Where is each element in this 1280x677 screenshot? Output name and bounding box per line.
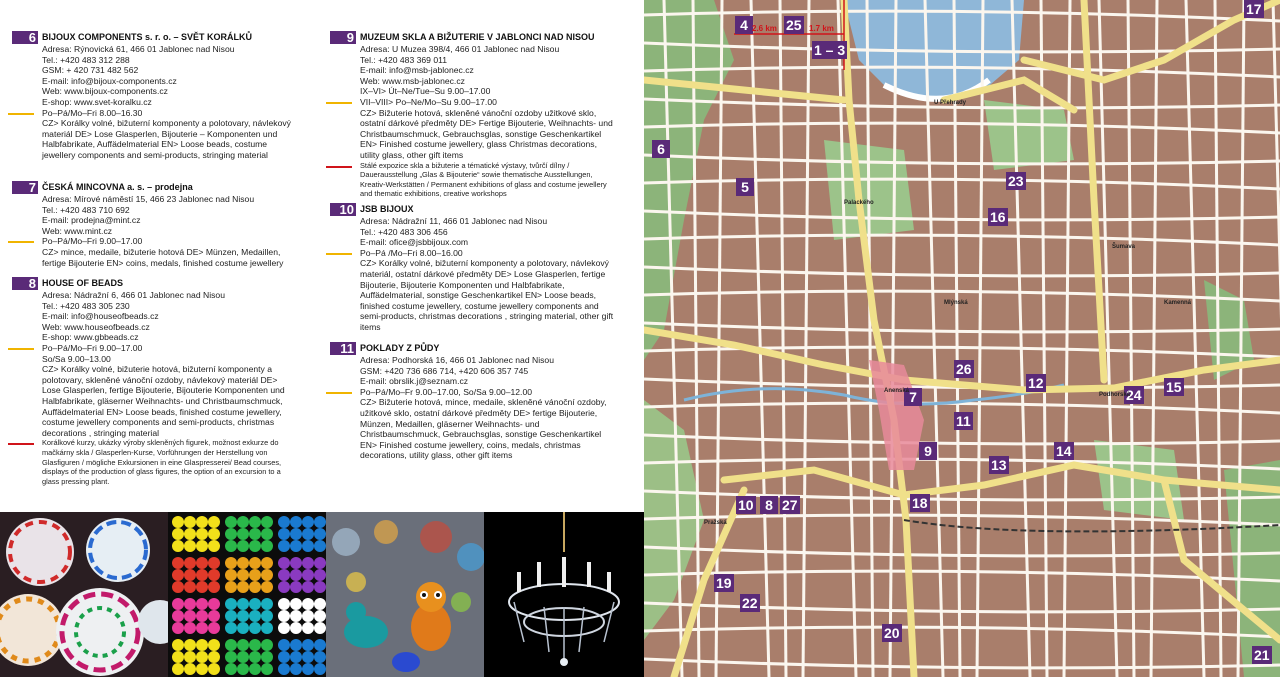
- map-marker[interactable]: 8: [760, 496, 778, 514]
- city-map[interactable]: [644, 0, 1280, 677]
- entry-description: CZ> Korálky volné, bižuterie hotová, bižuterní komponenty a polotovary, skleněné vánoční ozdoby, návlekový materiál DE> Lose Glasperlen, fertige Bijouterie, Bijouterie Komponenten und Halbfabrikate, gläserner Weihnachts- und Christbaumschmuck, Auffädelmaterial EN> Loose beads, finished costume jewellery, costume jewellery components and semi-products, christmas decorations , stringing material: [42, 364, 285, 438]
- entry-title: HOUSE OF BEADS: [42, 278, 124, 289]
- entry-contact-line: Tel.: +420 483 369 011: [360, 54, 448, 65]
- street-label: Kamenná: [1164, 300, 1192, 306]
- glass-marbles-image: [0, 512, 168, 677]
- entry-description: Korálkové kurzy, ukázky výroby skleněných figurek, možnost exkurze do mačkárny skla / Glasperlen-Kurse, Vorführungen der Herstellung von Glasfiguren / mögliche Exkursionen in eine Glaspresserei/ Bead courses, displays of the production of glass figures, the option of an excursion to a glass pressing plant.: [42, 438, 297, 486]
- distance-label: 1.7 km: [809, 24, 834, 33]
- entry-hours: Po–Pá /Mo–Fri 8.00–16.00: [360, 248, 618, 259]
- entry-number-badge: 6: [12, 31, 38, 44]
- entry-contact-line: Tel.: +420 483 306 456: [360, 226, 448, 237]
- entry-hours: Po–Pá/Mo–Fr 9.00–17.00, So/Sa 9.00–12.00: [360, 387, 618, 398]
- entry-contact-line: E-mail: prodejna@mint.cz: [42, 215, 141, 226]
- entry-contact-line: E-mail: obrslik.j@seznam.cz: [360, 376, 469, 387]
- shop-entry: [28, 276, 297, 486]
- shop-entry: [28, 180, 297, 268]
- map-marker[interactable]: 14: [1056, 443, 1072, 459]
- shop-entry: [340, 341, 618, 461]
- entry-description: Stálé expozice skla a bižuterie a tématické výstavy, tvůrčí dílny / Dauerausstellung „Glas & Bijouterie“ sowie thematische Ausstellungen, Kreativ-Werkstätten / Permanent exhibitions of glass and costume jewellery and thematic exhibitions, creative workshops: [360, 161, 618, 199]
- entry-hours: VII–VIII> Po–Ne/Mo–Su 9.00–17.00: [360, 97, 618, 108]
- entry-contact-line: Web: www.houseofbeads.cz: [42, 321, 150, 332]
- street-label: U Přehrady: [934, 100, 967, 106]
- entry-number-badge: 11: [330, 342, 356, 355]
- entry-contact-line: IX–VI> Út–Ne/Tue–Su 9.00–17.00: [360, 86, 491, 97]
- map-marker[interactable]: 13: [991, 457, 1007, 473]
- entry-contact-line: Adresa: Rýnovická 61, 466 01 Jablonec nad Nisou: [42, 44, 235, 54]
- street-label: Šumava: [1112, 244, 1136, 250]
- map-marker[interactable]: 12: [1028, 375, 1044, 391]
- entry-contact-line: Adresa: U Muzea 398/4, 466 01 Jablonec nad Nisou: [360, 44, 560, 54]
- map-marker[interactable]: 11: [956, 413, 971, 429]
- entry-contact-line: E-shop: www.gbbeads.cz: [42, 332, 139, 343]
- entry-contact-line: E-mail: ofice@jsbbijoux.com: [360, 237, 469, 248]
- entry-description: CZ> Korálky volné, bižuterní komponenty a polotovary, návlekový materiál DE> Lose Glasperlen, Bijouterie – Komponenten und Halbfabrikate, Auffädelmaterial EN> Loose beads, costume jewellery components and semi-products, stringing material: [42, 118, 291, 160]
- map-marker[interactable]: 19: [716, 575, 732, 591]
- map-marker[interactable]: 4: [735, 16, 753, 34]
- map-marker[interactable]: 9: [919, 442, 937, 460]
- map-marker[interactable]: 22: [742, 595, 758, 611]
- street-label: Anenská: [884, 388, 910, 394]
- photo-glass-figurines: [326, 512, 484, 677]
- photo-colorful-beads: [168, 512, 326, 677]
- map-marker[interactable]: 7: [904, 388, 922, 406]
- map-marker[interactable]: 15: [1166, 379, 1182, 395]
- shop-entry: [346, 30, 618, 199]
- entry-description: CZ> mince, medaile, bižuterie hotová DE> Münzen, Medaillen, fertige Bijouterie EN> coins, medals, finished costume jewellery: [42, 246, 284, 268]
- photo-glass-marbles: [0, 512, 168, 677]
- map-marker[interactable]: 21: [1254, 647, 1270, 663]
- street-label: Pražská: [704, 520, 727, 526]
- street-label: Palackého: [844, 200, 874, 206]
- map-marker[interactable]: 10: [738, 497, 754, 513]
- shop-entry: [339, 202, 618, 333]
- entry-contact-line: Adresa: Podhorská 16, 466 01 Jablonec nad Nisou: [360, 355, 554, 365]
- shop-entry: [28, 30, 292, 161]
- entry-contact-line: Adresa: Mírové náměstí 15, 466 23 Jablonec nad Nisou: [42, 194, 255, 204]
- entry-number-badge: 7: [12, 181, 38, 194]
- map-marker[interactable]: 16: [990, 209, 1006, 225]
- map-marker[interactable]: 17: [1246, 1, 1262, 17]
- entry-contact-line: Adresa: Nádražní 6, 466 01 Jablonec nad Nisou: [42, 290, 225, 300]
- map-marker[interactable]: 18: [912, 495, 928, 511]
- entry-contact-line: E-shop: www.svet-koralku.cz: [42, 96, 152, 107]
- glass-figurines-image: [326, 512, 484, 677]
- entry-title: BIJOUX COMPONENTS s. r. o. – SVĚT KORÁLKŮ: [42, 32, 253, 43]
- entry-contact-line: E-mail: info@msb-jablonec.cz: [360, 65, 474, 76]
- entry-title: MUZEUM SKLA A BIŽUTERIE V JABLONCI NAD NISOU: [360, 32, 595, 43]
- map-marker[interactable]: 6: [652, 140, 670, 158]
- map-marker[interactable]: 26: [956, 361, 972, 377]
- entry-contact-line: Web: www.msb-jablonec.cz: [360, 75, 465, 86]
- entry-number-badge: 10: [330, 203, 356, 216]
- entry-description: CZ> Bižuterie hotová, skleněné vánoční ozdoby užitkové sklo, ostatní dárkové předměty DE> Fertige Bijouterie, Weihnachts- und Christbaumschmuck, Gebrauchsglas, sonstige Geschenkartikel EN> Finished costume jewellery, glass Christmas decorations, utility glass, other gift items: [360, 107, 613, 160]
- entry-number-badge: 9: [330, 31, 356, 44]
- entry-description: CZ> Bižuterie hotová, mince, medaile, skleněné vánoční ozdoby, užitkové sklo, ostatní dárkové předměty DE> fertige Bijouterie, Münzen, Medaillen, gläserner Weihnachts- und Christbaumschmuck, Gebrauchsglas, sonstige Geschenkartikel EN> Finished costume jewellery, coins, medals, christmas decorations, utility glass, other gift items: [360, 397, 607, 461]
- map-marker[interactable]: 20: [884, 625, 900, 641]
- entry-contact-line: Tel.: +420 483 305 230: [42, 300, 130, 311]
- entry-contact-line: E-mail: info@houseofbeads.cz: [42, 311, 159, 322]
- crystal-chandelier-image: [484, 512, 644, 677]
- distance-label: 2.6 km: [752, 24, 777, 33]
- map-marker[interactable]: 27: [782, 497, 798, 513]
- entry-hours: Po–Pá/Mo–Fri 9.00–17.00: [42, 236, 297, 247]
- entry-hours-saturday: So/Sa 9.00–13.00: [42, 353, 111, 364]
- entry-contact-line: GSM: + 420 731 482 562: [42, 65, 139, 76]
- map-marker[interactable]: 1 – 3: [814, 42, 846, 58]
- entry-hours: Po–Pá/Mo–Fri 8.00–16.30: [42, 108, 292, 119]
- street-label: Mlýnská: [944, 300, 968, 306]
- entry-contact-line: Web: www.bijoux-components.cz: [42, 86, 168, 97]
- entry-contact-line: E-mail: info@bijoux-components.cz: [42, 75, 177, 86]
- map-marker[interactable]: 23: [1008, 173, 1024, 189]
- entry-contact-line: Tel.: +420 483 710 692: [42, 204, 130, 215]
- photo-crystal-chandelier: [484, 512, 644, 677]
- colorful-beads-image: [168, 512, 326, 677]
- map-marker[interactable]: 5: [736, 178, 754, 196]
- map-marker[interactable]: 24: [1126, 387, 1142, 403]
- entry-contact-line: Adresa: Nádražní 11, 466 01 Jablonec nad Nisou: [360, 216, 548, 226]
- entry-title: JSB BIJOUX: [360, 204, 414, 215]
- street-label: Podhorská: [1099, 392, 1131, 398]
- entry-description: CZ> Korálky volné, bižuterní komponenty a polotovary, návlekový materiál, ostatní dárkové předměty DE> Lose Glasperlen, fertige Bijouterie, Bijouterie Komponenten und Halbfabrikate, Auffädelmaterial, sonstige Geschenkartikel EN> Loose beads, finished costume jewellery, costume jewellery components and semi-products, christmas decorations , stringing material, other gift items: [360, 258, 614, 332]
- entry-contact-line: GSM: +420 736 686 714, +420 606 357 745: [360, 365, 529, 376]
- entry-title: ČESKÁ MINCOVNA a. s. – prodejna: [42, 182, 193, 193]
- entry-contact-line: Web: www.mint.cz: [42, 225, 113, 236]
- entry-number-badge: 8: [12, 277, 38, 290]
- entry-contact-line: Tel.: +420 483 312 288: [42, 54, 130, 65]
- entry-hours: Po–Pá/Mo–Fri 9.00–17.00: [42, 343, 297, 354]
- photo-strip: [0, 512, 644, 677]
- map-marker[interactable]: 25: [786, 17, 802, 33]
- entry-title: POKLADY Z PŮDY: [360, 343, 440, 354]
